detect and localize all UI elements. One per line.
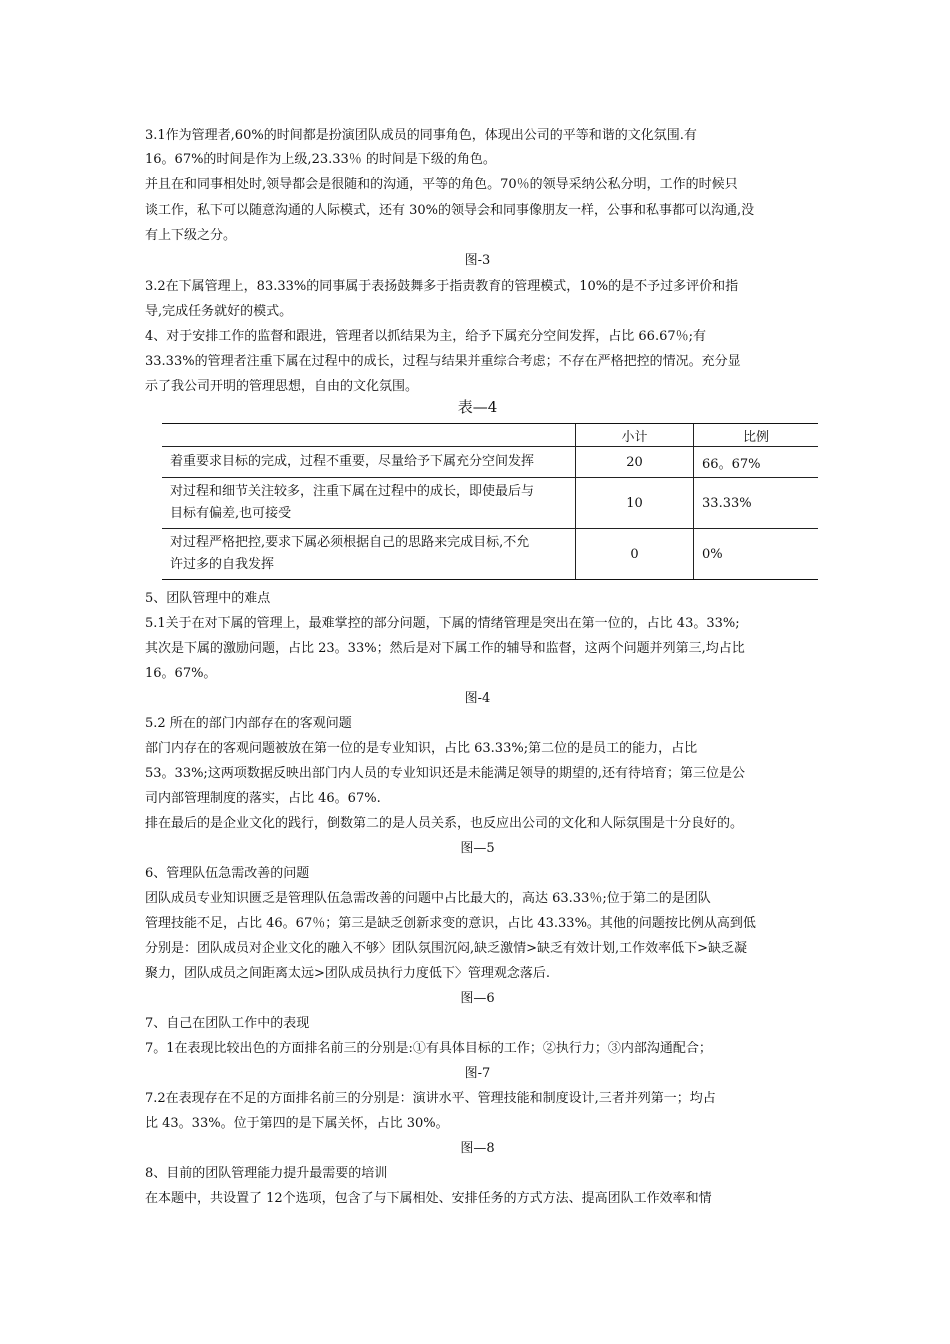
text-line: 33.33%的管理者注重下属在过程中的成长，过程与结果并重综合考虑；不存在严格把控的情况。充分显 (145, 354, 741, 369)
header-cell (162, 424, 576, 447)
text-line: 示了我公司开明的管理思想，自由的文化氛围。 (145, 379, 419, 394)
text-line: 排在最后的是企业文化的践行，倒数第二的是人员关系，也反应出公司的文化和人际氛围是十分良好的。 (145, 816, 744, 831)
text-line: 团队成员专业知识匮乏是管理队伍急需改善的问题中占比最大的，高达 63.33％;位于第二的是团队 (145, 891, 711, 906)
text-line: 司内部管理制度的落实，占比 46。67%. (145, 791, 381, 806)
figure-caption: 图-3 (464, 253, 491, 268)
text-line: 导,完成任务就好的模式。 (145, 304, 293, 319)
header-cell-ratio: 比例 (694, 424, 818, 447)
section-heading: 8、目前的团队管理能力提升最需要的培训 (145, 1166, 388, 1181)
row-count: 20 (576, 447, 694, 478)
text-line: 其次是下属的激励问题，占比 23。33%；然后是对下属工作的辅导和监督，这两个问题并列第三,均占比 (145, 641, 745, 656)
row-description: 对过程和细节关注较多，注重下属在过程中的成长，即使最后与 目标有偏差,也可接受 (162, 478, 576, 529)
text-line: 7。1在表现比较出色的方面排名前三的分别是:①有具体目标的工作；②执行力；③内部沟通配合； (145, 1041, 712, 1056)
text-line: 在本题中，共设置了 12个选项，包含了与下属相处、安排任务的方式方法、提高团队工作效率和情 (145, 1191, 712, 1206)
figure-caption: 图—8 (460, 1141, 495, 1156)
text-line: 并且在和同事相处时,领导都会是很随和的沟通，平等的角色。70％的领导采纳公私分明，工作的时候只 (145, 177, 738, 192)
text-line: 5.2 所在的部门内部存在的客观问题 (145, 716, 352, 731)
text-line: 有上下级之分。 (145, 228, 237, 243)
text-line: 分别是：团队成员对企业文化的融入不够〉团队氛围沉闷,缺乏激情>缺乏有效计划,工作效率低下>缺乏凝 (145, 941, 748, 956)
text-line: 3.1作为管理者,60%的时间都是扮演团队成员的同事角色，体现出公司的平等和谐的文化氛围.有 (145, 128, 697, 143)
text-line: 3.2在下属管理上，83.33%的同事属于表扬鼓舞多于指责教育的管理模式，10%的是不予过多评价和指 (145, 279, 739, 294)
text-line: 7.2在表现存在不足的方面排名前三的分别是：演讲水平、管理技能和制度设计,三者并列第一；均占 (145, 1091, 716, 1106)
row-ratio: 33.33% (694, 478, 818, 529)
table-row (162, 478, 818, 529)
section-heading: 5、团队管理中的难点 (145, 591, 271, 606)
text-line: 聚力，团队成员之间距离太远>团队成员执行力度低下〉管理观念落后. (145, 966, 551, 981)
row-ratio: 66。67% (694, 447, 818, 478)
text-line: 5.1关于在对下属的管理上，最难掌控的部分问题，下属的情绪管理是突出在第一位的，占比 43。33%; (145, 616, 740, 631)
header-cell-count: 小计 (576, 424, 694, 447)
text-line: 比 43。33%。位于第四的是下属关怀，占比 30%。 (145, 1116, 449, 1131)
figure-caption: 图—5 (460, 841, 495, 856)
table-title: 表—4 (457, 398, 498, 416)
table-row (162, 447, 818, 478)
row-count: 10 (576, 478, 694, 529)
row-description: 着重要求目标的完成，过程不重要，尽量给予下属充分空间发挥 (162, 447, 576, 478)
row-ratio: 0% (694, 529, 818, 580)
text-line: 53。33%;这两项数据反映出部门内人员的专业知识还是未能满足领导的期望的,还有待培育；第三位是公 (145, 766, 745, 781)
figure-caption: 图-7 (464, 1066, 491, 1081)
text-line: 管理技能不足，占比 46。67％；第三是缺乏创新求变的意识，占比 43.33%。其他的问题按比例从高到低 (145, 916, 756, 931)
data-table (162, 423, 818, 580)
text-line: 4、对于安排工作的监督和跟进，管理者以抓结果为主，给予下属充分空间发挥，占比 66.67％;有 (145, 329, 707, 344)
text-line: 16。67%的时间是作为上级,23.33％ 的时间是下级的角色。 (145, 152, 496, 167)
table-row (162, 529, 818, 580)
figure-caption: 图—6 (460, 991, 495, 1006)
table-header-row (162, 424, 818, 447)
section-heading: 7、自己在团队工作中的表现 (145, 1016, 310, 1031)
row-description: 对过程严格把控,要求下属必须根据自己的思路来完成目标,不允 许过多的自我发挥 (162, 529, 576, 580)
text-line: 16。67%。 (145, 666, 217, 681)
figure-caption: 图-4 (464, 691, 491, 706)
section-heading: 6、管理队伍急需改善的问题 (145, 866, 310, 881)
text-line: 谈工作，私下可以随意沟通的人际模式，还有 30%的领导会和同事像朋友一样，公事和私事都可以沟通,没 (145, 203, 755, 218)
row-count: 0 (576, 529, 694, 580)
text-line: 部门内存在的客观问题被放在第一位的是专业知识，占比 63.33%;第二位的是员工的能力，占比 (145, 741, 698, 756)
